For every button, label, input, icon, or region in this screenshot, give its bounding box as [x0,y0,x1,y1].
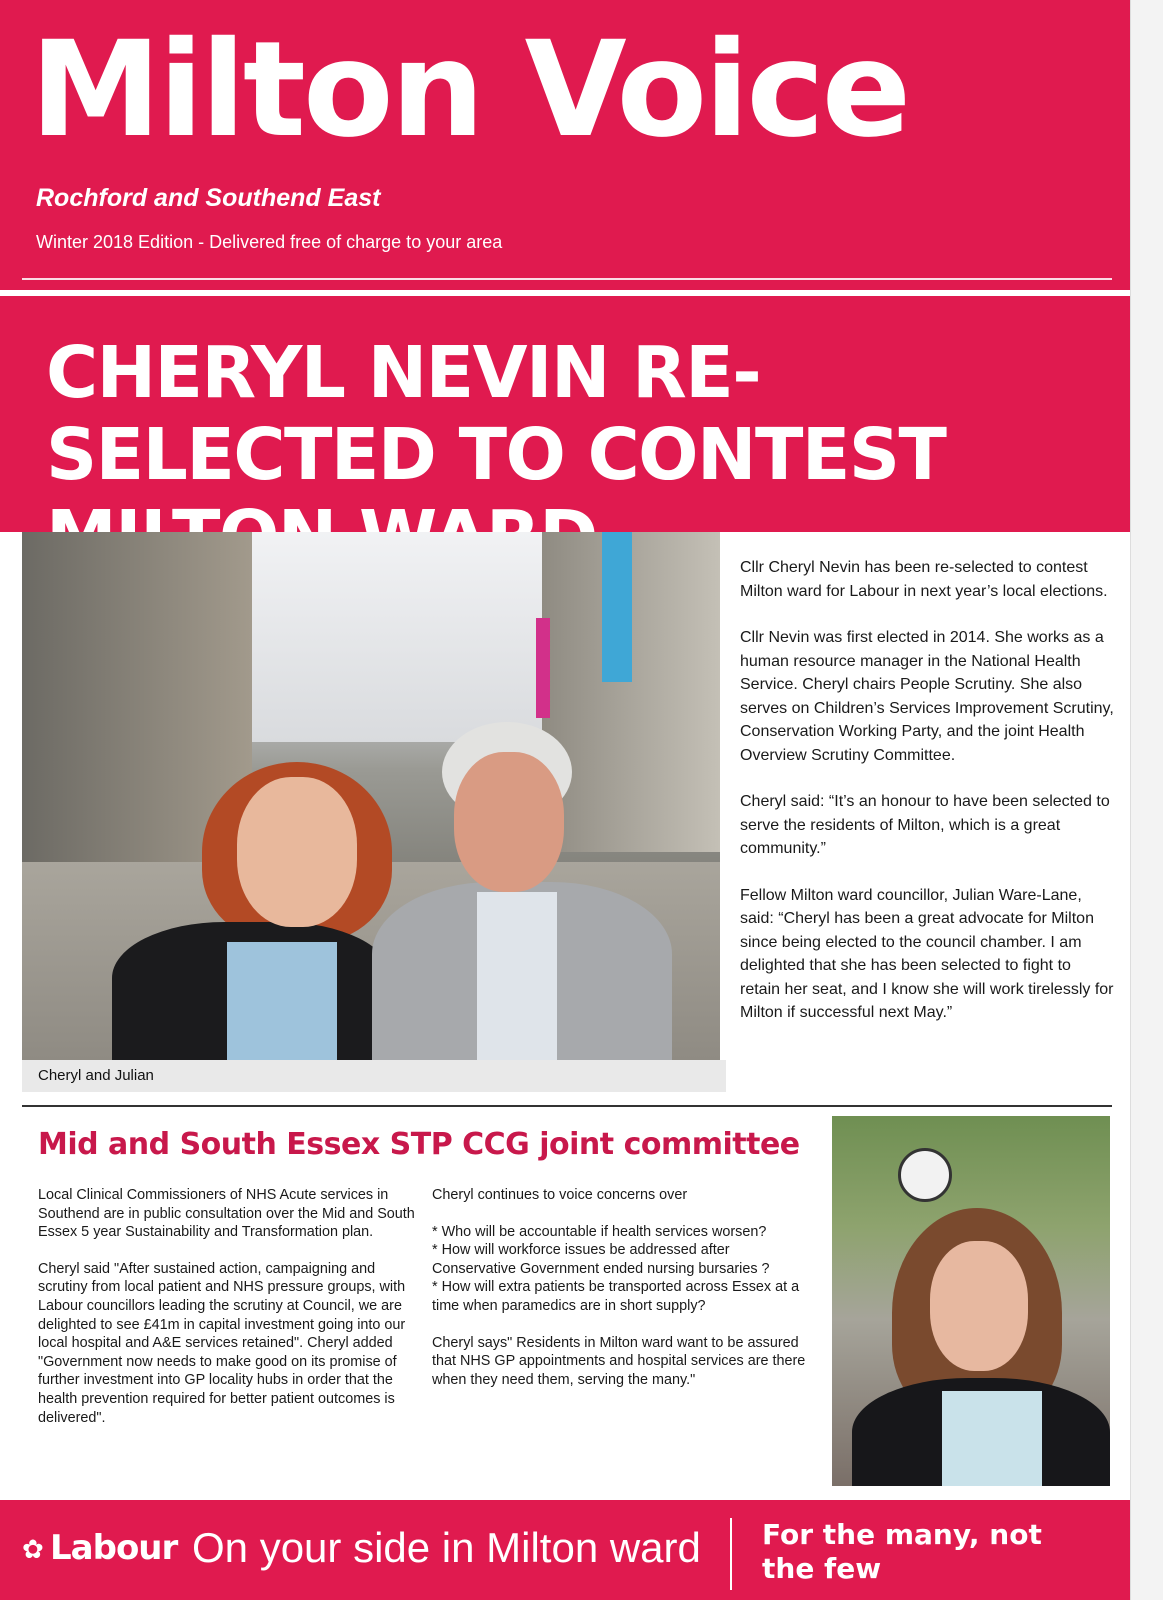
article-paragraph: Cllr Cheryl Nevin has been re-selected to contest Milton ward for Labour in next year’s local elections. [740,559,1108,600]
edition-line: Winter 2018 Edition - Delivered free of charge to your area [36,232,503,252]
masthead [0,0,1130,290]
section-right-column [432,1186,814,1407]
cheryl-portrait-photo [832,1116,1110,1486]
section-heading: Mid and South Essex STP CCG joint committee [38,1127,800,1162]
headline-band [0,296,1130,532]
section-left-column [38,1186,420,1445]
main-article [740,556,1115,1048]
cheryl-julian-photo [22,532,720,1060]
footer-separator [730,1518,732,1590]
footer-tagline: On your side in Milton ward [192,1524,701,1571]
section-paragraph: Local Clinical Commissioners of NHS Acute services in Southend are in public consultation over the Mid and South Essex 5 year Sustainability and Transformation plan. [38,1187,415,1241]
footer-band [0,1500,1130,1600]
clock-icon [898,1148,952,1202]
area-subtitle: Rochford and Southend East [36,184,381,212]
rose-icon: ✿ [22,1534,44,1564]
article-paragraph: Fellow Milton ward councillor, Julian Ware-Lane, said: “Cheryl has been a great advocate for Milton since being elected to the council chamber. I am delighted that she has been selected to fight to retain her seat, and I know she will work tirelessly for Milton if successful next May.” [740,886,1114,1021]
footer-slogan: For the many, not the few [762,1518,1042,1585]
main-headline: CHERYL NEVIN RE-SELECTED TO CONTEST [46,331,946,496]
concern-item: * How will workforce issues be addressed after Conservative Government ended nursing bursaries ? [432,1242,770,1277]
newsletter-title: Milton Voice [30,13,909,167]
photo-caption: Cheryl and Julian [22,1060,726,1092]
concerns-intro: Cheryl continues to voice concerns over [432,1187,688,1203]
concern-item: * Who will be accountable if health services worsen? [432,1223,767,1240]
concern-item: * How will extra patients be transported across Essex at a time when paramedics are in short supply? [432,1279,800,1314]
masthead-rule [22,278,1112,280]
article-paragraph: Cllr Nevin was first elected in 2014. She works as a human resource manager in the National Health Service. Cheryl chairs People Scrutiny. She also serves on Children’s Services Improvement Scrutiny, Conservation Working Party, and the joint Health Overview Scrutiny Committee. [740,629,1114,764]
cheryl-quote: Cheryl says" Residents in Milton ward want to be assured that NHS GP appointments and hospital services are there when they need them, serving the many." [432,1334,806,1388]
labour-logo: Labour [50,1528,178,1568]
section-divider [22,1105,1112,1107]
page-edge [1130,0,1163,1600]
section-paragraph: Cheryl said "After sustained action, campaigning and scrutiny from local patient and NHS pressure groups, with Labour councillors leading the scrutiny at Council, we are delighted to see £41m in capital investment going into our local hospital and A&E services retained". Cheryl added "Government now needs to make good on its promise of further investment into GP locality hubs in order that the health prevention required for better patient outcomes is delivered". [38,1260,406,1426]
article-paragraph: Cheryl said: “It’s an honour to have been selected to serve the residents of Milton, which is a great community.” [740,793,1110,857]
